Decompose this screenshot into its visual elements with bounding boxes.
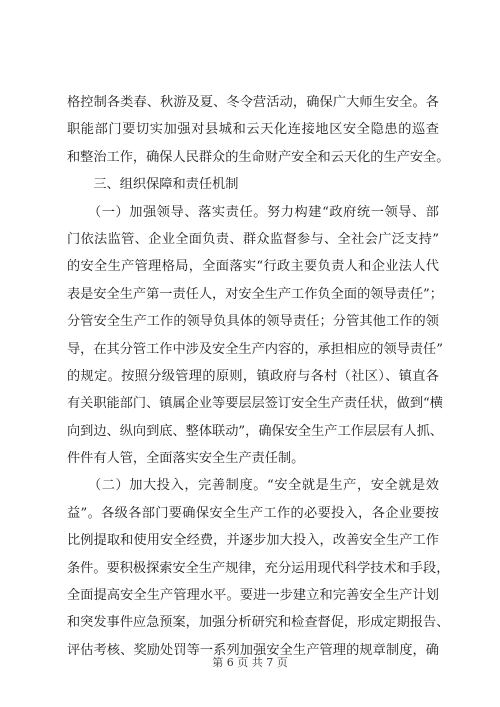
text-line: （一）加强领导、落实责任。努力构建“政府统一领导、部	[67, 204, 439, 220]
text-line: 表是安全生产第一责任人，对安全生产工作负全面的领导责任”；	[67, 286, 443, 302]
text-line: （二）加大投入，完善制度。“安全就是生产，安全就是效	[67, 478, 439, 494]
page-number: 第 6 页 共 7 页	[212, 656, 288, 669]
text-line: 门依法监管、企业全面负责、群众监督参与、全社会广泛支持”	[67, 231, 439, 247]
text-line: 比例提取和使用安全经费，并逐步加大投入，改善安全生产工作	[67, 533, 439, 549]
text-line: 向到边、纵向到底、整体联动”，确保安全生产工作层层有人抓、	[67, 423, 443, 439]
text-line: 职能部门要切实加强对县城和云天化连接地区安全隐患的巡查	[67, 122, 439, 138]
text-line: 格控制各类春、秋游及夏、冬令营活动，确保广大师生安全。各	[67, 95, 439, 110]
section-heading: 三、组织保障和责任机制	[67, 177, 239, 193]
text-line: 评估考核、奖励处罚等一系列加强安全生产管理的规章制度，确	[67, 642, 439, 658]
text-line: 有关职能部门、镇属企业等要层层签订安全生产责任状，做到“横	[67, 396, 443, 412]
text-line: 导，在其分管工作中涉及安全生产内容的，承担相应的领导责任”	[67, 341, 443, 357]
text-line: 和突发事件应急预案，加强分析研究和检查督促，形成定期报告、	[67, 615, 450, 631]
text-line: 的规定。按照分级管理的原则，镇政府与各村（社区）、镇直各	[67, 368, 439, 384]
document-body	[67, 89, 450, 664]
text-line: 分管安全生产工作的领导负具体的领导责任；分管其他工作的领	[67, 314, 439, 330]
text-line: 全面提高安全生产管理水平。要进一步建立和完善安全生产计划	[67, 588, 439, 604]
text-line: 条件。要积极探索安全生产规律，充分运用现代科学技术和手段，	[67, 560, 450, 576]
text-line: 件件有人管，全面落实安全生产责任制。	[67, 451, 305, 467]
text-line: 和整治工作，确保人民群众的生命财产安全和云天化的生产安全。	[67, 149, 450, 165]
text-line: 益”。各级各部门要确保安全生产工作的必要投入，各企业要按	[67, 505, 439, 521]
text-line: 的安全生产管理格局，全面落实“行政主要负责人和企业法人代	[67, 259, 439, 275]
